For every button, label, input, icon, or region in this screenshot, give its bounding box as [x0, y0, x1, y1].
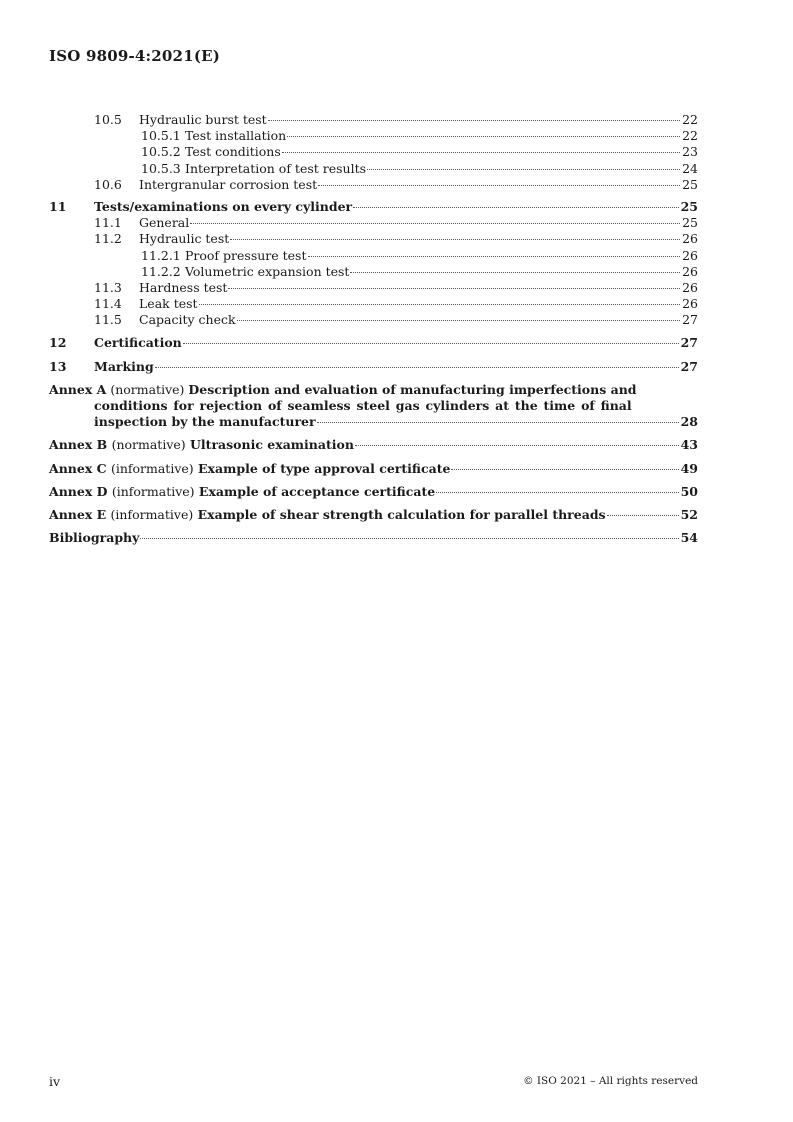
copyright-notice: © ISO 2021 – All rights reserved: [523, 1075, 698, 1087]
toc-entry-section-12[interactable]: [49, 335, 698, 351]
leader-dots: [230, 239, 680, 240]
toc-entry-bibliography[interactable]: [49, 530, 698, 546]
document-header: ISO 9809-4:2021(E): [49, 47, 221, 65]
leader-dots: [317, 422, 679, 423]
page-number: iv: [49, 1074, 61, 1089]
table-of-contents: [49, 112, 698, 546]
toc-entry-annex-e[interactable]: [49, 507, 698, 523]
toc-page: 27: [682, 312, 698, 328]
toc-label: Proof pressure test: [185, 247, 307, 263]
toc-entry-section-13[interactable]: [49, 359, 698, 375]
annex-type: (normative): [110, 381, 185, 397]
toc-label: Intergranular corrosion test: [139, 176, 318, 192]
leader-dots: [318, 185, 680, 186]
annex-title: Example of acceptance certificate: [198, 483, 436, 499]
toc-label: Volumetric expansion test: [185, 263, 350, 279]
annex-prefix: Annex A: [49, 381, 107, 397]
toc-label: Tests/examinations on every cylinder: [94, 198, 353, 214]
toc-page: 22: [682, 112, 698, 127]
toc-label: Hydraulic burst test: [139, 112, 267, 127]
toc-entry-annex-b[interactable]: [49, 437, 698, 453]
annex-type: (informative): [111, 483, 195, 499]
toc-entry[interactable]: [49, 231, 698, 247]
annex-type: (informative): [110, 460, 194, 476]
annex-prefix: Annex E: [49, 507, 107, 523]
toc-number: 12: [49, 335, 67, 351]
toc-page: 52: [680, 507, 698, 523]
toc-entry-annex-c[interactable]: [49, 461, 698, 477]
toc-entry-annex-a[interactable]: [49, 382, 698, 431]
toc-page: 26: [682, 279, 698, 295]
toc-page: 43: [680, 437, 698, 453]
toc-entry[interactable]: [49, 296, 698, 312]
annex-title: Ultrasonic examination: [190, 437, 354, 453]
annex-title-line: conditions for rejection of seamless steel gas cylinders at the time of final: [94, 398, 632, 414]
toc-number: 11.2.2: [141, 263, 181, 279]
toc-entry[interactable]: [49, 128, 698, 144]
leader-dots: [228, 288, 680, 289]
toc-label: Test conditions: [185, 144, 281, 160]
toc-entry[interactable]: [49, 112, 698, 128]
toc-page: 26: [682, 247, 698, 263]
toc-entry[interactable]: [49, 215, 698, 231]
leader-dots: [268, 120, 680, 121]
toc-label: Hardness test: [139, 279, 228, 295]
toc-entry[interactable]: [49, 161, 698, 177]
toc-page: 26: [682, 263, 698, 279]
toc-number: 10.5.1: [141, 128, 181, 144]
toc-page: 26: [682, 296, 698, 312]
leader-dots: [237, 320, 681, 321]
toc-page: 22: [682, 128, 698, 144]
leader-dots: [155, 367, 679, 368]
toc-number: 11.1: [94, 215, 122, 231]
toc-page: 54: [680, 530, 698, 546]
leader-dots: [140, 538, 678, 539]
toc-entry-annex-d[interactable]: [49, 484, 698, 500]
toc-label: Marking: [94, 358, 154, 374]
toc-entry[interactable]: [49, 312, 698, 328]
toc-number: 10.6: [94, 176, 122, 192]
annex-type: (informative): [110, 507, 194, 523]
leader-dots: [183, 343, 679, 344]
toc-page: 24: [682, 160, 698, 176]
toc-label: Certification: [94, 335, 182, 351]
toc-number: 11.5: [94, 312, 122, 328]
toc-page: 25: [682, 176, 698, 192]
toc-number: 10.5.2: [141, 144, 181, 160]
leader-dots: [287, 136, 680, 137]
annex-prefix: Annex B: [49, 437, 108, 453]
toc-entry[interactable]: [49, 264, 698, 280]
toc-number: 11.4: [94, 296, 122, 312]
toc-number: 13: [49, 358, 67, 374]
toc-page: 26: [682, 231, 698, 247]
annex-title-line: inspection by the manufacturer: [94, 414, 316, 430]
toc-page: 50: [680, 483, 698, 499]
toc-number: 11.3: [94, 279, 122, 295]
leader-dots: [367, 169, 680, 170]
toc-page: 23: [682, 144, 698, 160]
leader-dots: [607, 515, 679, 516]
toc-page: 25: [680, 198, 698, 214]
leader-dots: [199, 304, 681, 305]
toc-page: 28: [680, 414, 698, 430]
toc-number: 11: [49, 198, 67, 214]
toc-entry[interactable]: [49, 144, 698, 160]
toc-page: 27: [680, 358, 698, 374]
toc-label: Interpretation of test results: [185, 160, 367, 176]
annex-title: Description and evaluation of manufacturing imperfections and: [188, 381, 637, 397]
annex-prefix: Annex D: [49, 483, 108, 499]
leader-dots: [436, 492, 678, 493]
annex-title: Example of type approval certificate: [198, 460, 451, 476]
toc-label: Capacity check: [139, 312, 236, 328]
toc-label: Test installation: [185, 128, 287, 144]
annex-title: Example of shear strength calculation for parallel threads: [197, 507, 606, 523]
annex-prefix: Annex C: [49, 460, 107, 476]
toc-entry[interactable]: [49, 280, 698, 296]
toc-entry-section-11[interactable]: [49, 199, 698, 215]
toc-page: 49: [680, 460, 698, 476]
leader-dots: [355, 445, 679, 446]
toc-label: Hydraulic test: [139, 231, 230, 247]
toc-entry[interactable]: [49, 177, 698, 193]
toc-number: 11.2: [94, 231, 122, 247]
leader-dots: [353, 207, 678, 208]
leader-dots: [308, 256, 681, 257]
toc-label: General: [139, 215, 190, 231]
leader-dots: [451, 469, 678, 470]
toc-number: 10.5: [94, 112, 122, 127]
leader-dots: [282, 152, 680, 153]
toc-page: 27: [680, 335, 698, 351]
toc-label: Leak test: [139, 296, 198, 312]
leader-dots: [190, 223, 680, 224]
toc-number: 10.5.3: [141, 160, 181, 176]
leader-dots: [350, 272, 680, 273]
annex-type: (normative): [111, 437, 186, 453]
toc-label: Bibliography: [49, 530, 140, 546]
toc-page: 25: [682, 215, 698, 231]
toc-entry[interactable]: [49, 248, 698, 264]
toc-number: 11.2.1: [141, 247, 181, 263]
